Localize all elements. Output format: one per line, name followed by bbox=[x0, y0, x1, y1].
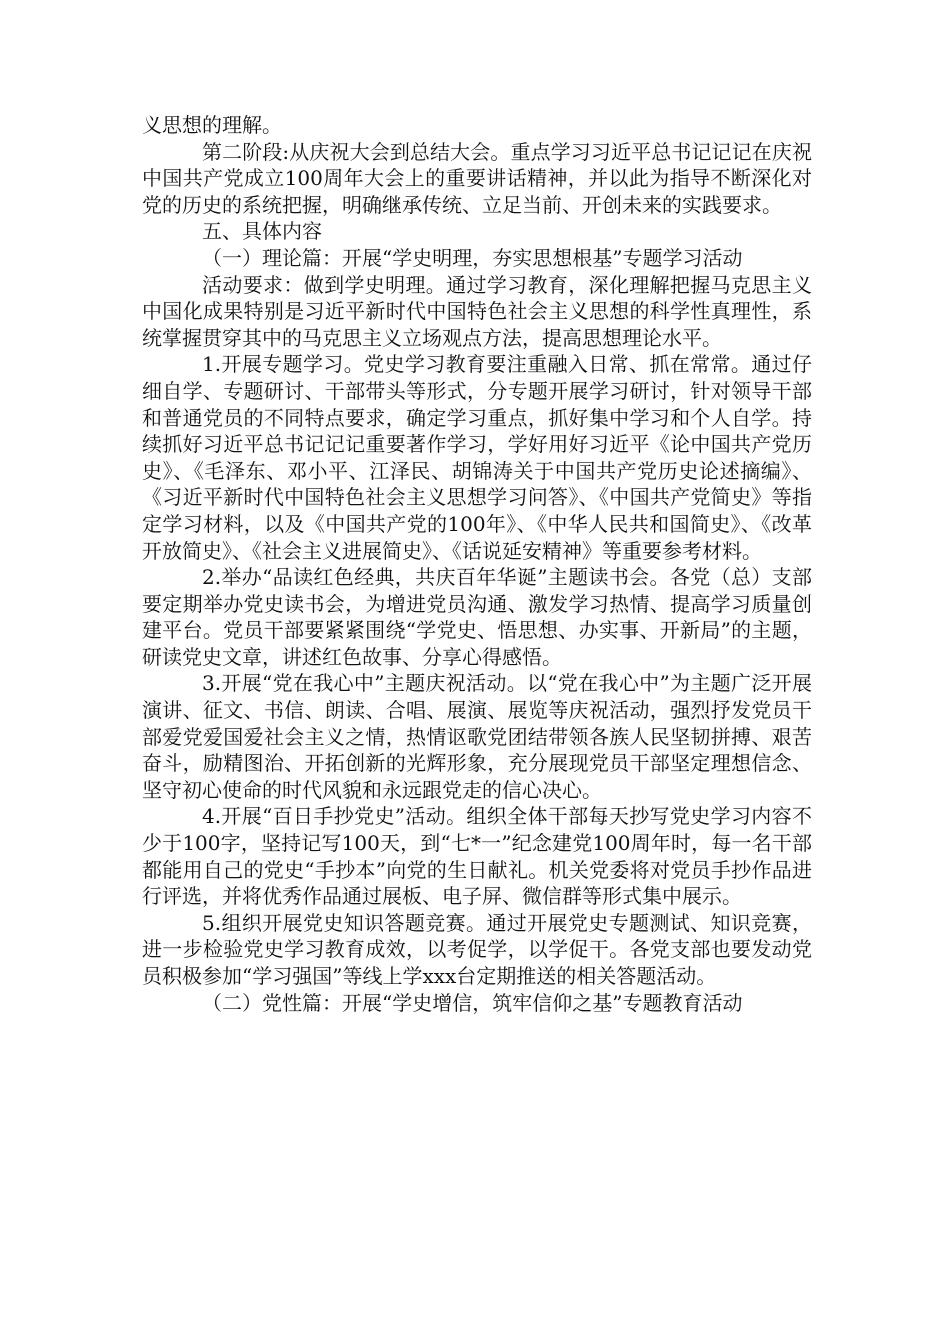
paragraph-item-5: 5.组织开展党史知识答题竞赛。通过开展党史专题测试、知识竞赛，进一步检验党史学习教育成效，以考促学，以学促干。各党支部也要发动党员积极参加“学习强国”等线上学xxx台定期推送的相关答题活动。 bbox=[142, 910, 812, 988]
paragraph-item-2: 2.举办“品读红色经典，共庆百年华诞”主题读书会。各党（总）支部要定期举办党史读书会，为增进党员沟通、激发学习热情、提高学习质量创建平台。党员干部要紧紧围绕“学党史、悟思想、办实事、开新局”的主题，研读党史文章，讲述红色故事、分享心得感悟。 bbox=[142, 565, 812, 669]
document-page bbox=[142, 112, 812, 1016]
subsection-heading-theory: （一）理论篇：开展“学史明理，夯实思想根基”专题学习活动 bbox=[202, 245, 743, 270]
paragraph-stage-two: 第二阶段:从庆祝大会到总结大会。重点学习习近平总书记记记在庆祝中国共产党成立100周年大会上的重要讲话精神，并以此为指导不断深化对党的历史的系统把握，明确继承传统、立足当前、开创未来的实践要求。 bbox=[142, 139, 812, 217]
subsection-heading-party-spirit: （二）党性篇：开展“学史增信，筑牢信仰之基”专题教育活动 bbox=[202, 990, 743, 1015]
paragraph-item-3: 3.开展“党在我心中”主题庆祝活动。以“党在我心中”为主题广泛开展演讲、征文、书信、朗读、合唱、展演、展览等庆祝活动，强烈抒发党员干部爱党爱国爱社会主义之情，热情讴歌党团结带领各族人民坚韧拼搏、艰苦奋斗，励精图治、开拓创新的光辉形象，充分展现党员干部坚定理想信念、坚守初心使命的时代风貌和永远跟党走的信心决心。 bbox=[142, 671, 812, 802]
paragraph-item-4: 4.开展“百日手抄党史”活动。组织全体干部每天抄写党史学习内容不少于100字，坚持记写100天，到“七*一”纪念建党100周年时，每一名干部都能用自己的党史“手抄本”向党的生日献礼。机关党委将对党员手抄作品进行评选，并将优秀作品通过展板、电子屏、微信群等形式集中展示。 bbox=[142, 804, 812, 909]
paragraph-continuation: 义思想的理解。 bbox=[142, 113, 282, 137]
section-heading-content: 五、具体内容 bbox=[202, 219, 322, 244]
paragraph-activity-requirements: 活动要求：做到学史明理。通过学习教育，深化理解把握马克思主义中国化成果特别是习近平新时代中国特色社会主义思想的科学性真理性，系统掌握贯穿其中的马克思主义立场观点方法，提高思想理论水平。 bbox=[142, 272, 812, 350]
paragraph-item-1: 1.开展专题学习。党史学习教育要注重融入日常、抓在常常。通过仔细自学、专题研讨、干部带头等形式，分专题开展学习研讨，针对领导干部和普通党员的不同特点要求，确定学习重点，抓好集中学习和个人自学。持续抓好习近平总书记记记重要著作学习，学好用好习近平《论中国共产党历史》、《毛泽东、邓小平、江泽民、胡锦涛关于中国共产党历史论述摘编》、《习近平新时代中国特色社会主义思想学习问答》、《中国共产党简史》等指定学习材料，以及《中国共产党的100年》、《中华人民共和国简史》、《改革开放简史》、《社会主义进展简史》、《话说延安精神》等重要参考材料。 bbox=[142, 352, 812, 563]
